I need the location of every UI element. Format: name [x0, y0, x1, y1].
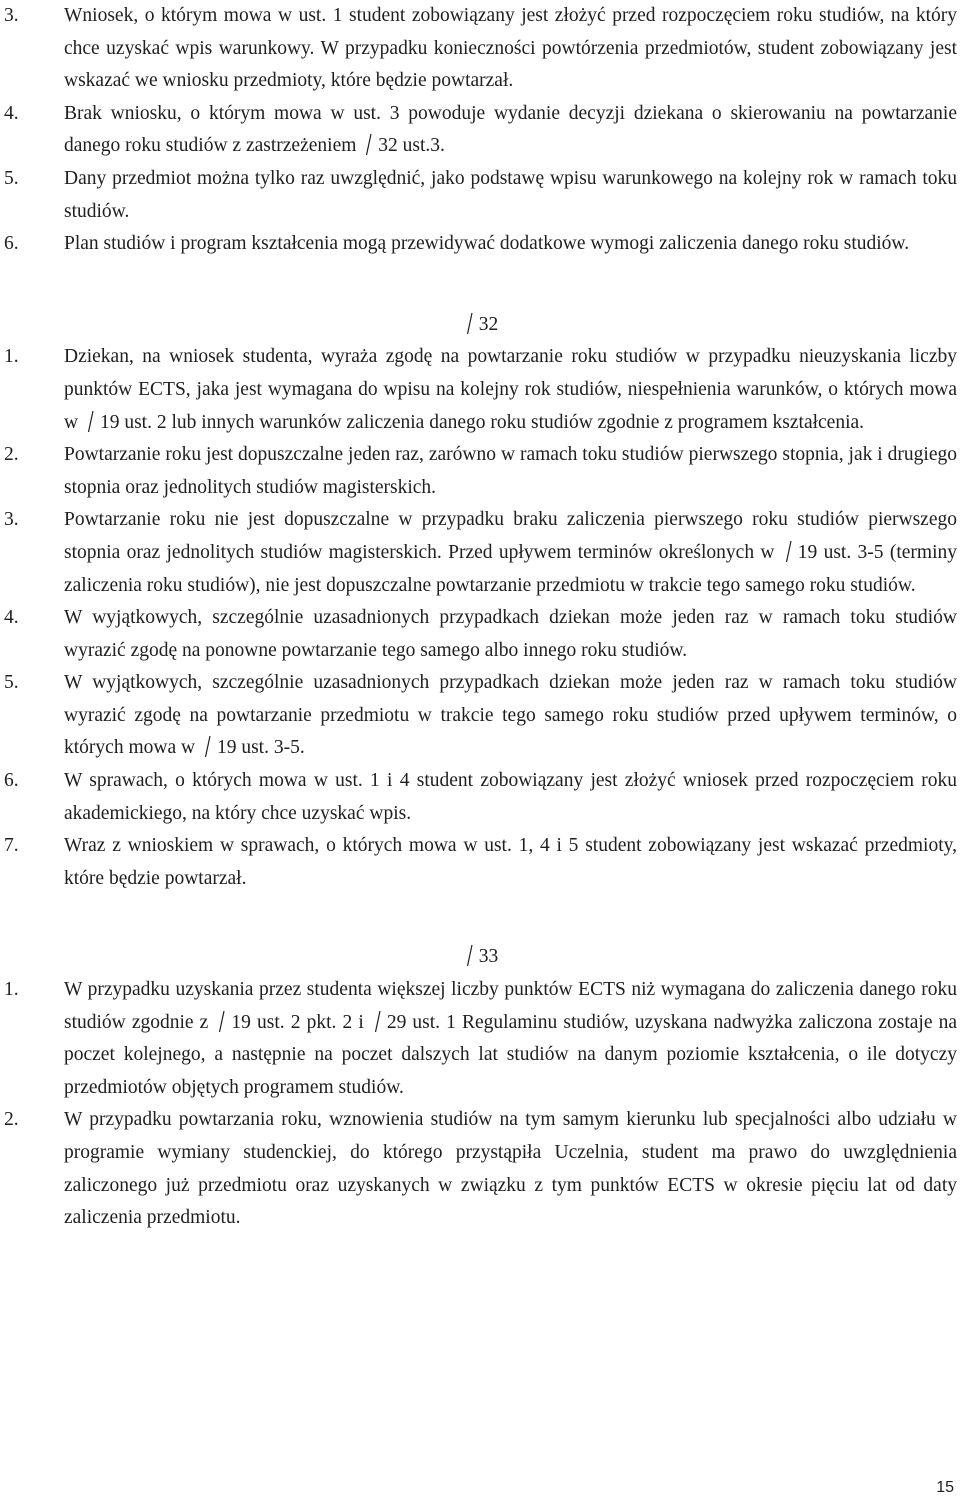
section-sign-icon — [87, 410, 94, 433]
item-number: 6. — [4, 233, 19, 255]
item-number: 1. — [4, 979, 19, 1001]
section-sign-icon — [785, 540, 792, 563]
item-number: 5. — [4, 167, 19, 189]
item-text: Plan studiów i program kształcenia mogą przewidywać dodatkowe wymogi zaliczenia danego roku studiów. — [64, 233, 910, 255]
section-heading-33 — [0, 941, 960, 974]
section-33-list — [0, 974, 960, 1235]
item-text: W przypadku uzyskania przez studenta większej liczby punktów ECTS niż wymagana do zaliczenia danego roku studiów zgodnie z — [64, 979, 957, 1033]
section-heading-32 — [0, 309, 960, 342]
section-32-list — [0, 341, 960, 895]
list-item — [0, 667, 957, 765]
item-number: 2. — [4, 444, 19, 466]
item-text: 29 ust. 1 Regulaminu studiów, uzyskana nadwyżka zaliczona zostaje na poczet kolejnego, a następnie na poczet dalszych lat studiów na danym poziomie kształcenia, o ile dotyczy przedmiotów objętych programem studiów. — [64, 1011, 957, 1098]
list-item — [0, 602, 957, 667]
list-item — [0, 504, 957, 602]
item-number: 3. — [4, 5, 19, 26]
paragraph-list-continued — [0, 0, 960, 261]
item-text: W wyjątkowych, szczególnie uzasadnionych przypadkach dziekan może jeden raz w ramach toku studiów wyrazić zgodę na ponowne powtarzanie tego samego albo innego roku studiów. — [64, 607, 957, 661]
section-sign-icon — [374, 1010, 381, 1033]
list-item — [0, 830, 957, 895]
page-number: 15 — [936, 1479, 954, 1497]
item-text: 19 ust. 2 lub innych warunków zaliczenia danego roku studiów zgodnie z programem kształcenia. — [99, 411, 865, 433]
item-number: 4. — [4, 102, 19, 124]
item-number: 3. — [4, 509, 19, 531]
list-item — [0, 163, 957, 228]
list-item — [0, 341, 957, 439]
item-text: 19 ust. 3-5 (terminy zaliczenia roku studiów), nie jest dopuszczalne powtarzanie przedmiotu w trakcie tego samego roku studiów. — [64, 541, 957, 596]
item-text: Powtarzanie roku jest dopuszczalne jeden raz, zarówno w ramach toku studiów pierwszego stopnia, jak i drugiego stopnia oraz jednolitych studiów magisterskich. — [64, 444, 957, 498]
section-sign-icon — [466, 312, 473, 335]
list-item — [0, 974, 957, 1104]
section-sign-icon — [204, 735, 211, 758]
list-item — [0, 98, 957, 163]
item-number: 4. — [4, 607, 19, 629]
item-text: Dziekan, na wniosek studenta, wyraża zgodę na powtarzanie roku studiów w przypadku nieuzyskania liczby punktów ECTS, jaka jest wymagana do wpisu na kolejny rok studiów, niespełnienia warunków, o których mowa w — [64, 346, 957, 433]
item-text: 32 ust.3. — [378, 135, 445, 157]
section-sign-icon — [218, 1010, 225, 1033]
item-number: 1. — [4, 346, 19, 368]
list-item — [0, 1104, 957, 1234]
item-text: Powtarzanie roku nie jest dopuszczalne w przypadku braku zaliczenia pierwszego roku studiów pierwszego stopnia oraz jednolitych studiów magisterskich. Przed upływem terminów określonych w — [64, 509, 957, 563]
item-number: 5. — [4, 672, 19, 694]
section-number: 32 — [478, 313, 499, 335]
section-sign-icon — [365, 133, 372, 156]
item-text: W wyjątkowych, szczególnie uzasadnionych przypadkach dziekan może jeden raz w ramach toku studiów wyrazić zgodę na powtarzanie przedmiotu w trakcie tego samego roku studiów przed upływem terminów, o których mowa w — [64, 672, 957, 759]
item-text: 19 ust. 3-5. — [216, 737, 305, 759]
item-text: Wniosek, o którym mowa w ust. 1 student zobowiązany jest złożyć przed rozpoczęciem roku studiów, na który chce uzyskać wpis warunkowy. W przypadku konieczności powtórzenia przedmiotów, student zobowiązany jest wskazać we wniosku przedmioty, które będzie powtarzał. — [64, 5, 957, 92]
section-number: 33 — [478, 946, 499, 968]
list-item — [0, 439, 957, 504]
item-text: Brak wniosku, o którym mowa w ust. 3 powoduje wydanie decyzji dziekana o skierowaniu na powtarzanie danego roku studiów z zastrzeżeniem — [64, 102, 957, 157]
list-item — [0, 765, 957, 830]
item-text: 19 ust. 2 pkt. 2 i — [231, 1011, 364, 1033]
item-number: 6. — [4, 770, 19, 792]
list-item — [0, 228, 957, 261]
item-text: W sprawach, o których mowa w ust. 1 i 4 student zobowiązany jest złożyć wniosek przed rozpoczęciem roku akademickiego, na który chce uzyskać wpis. — [64, 770, 957, 824]
item-number: 7. — [4, 835, 19, 857]
item-text: Wraz z wnioskiem w sprawach, o których mowa w ust. 1, 4 i 5 student zobowiązany jest wskazać przedmioty, które będzie powtarzał. — [64, 835, 957, 889]
section-sign-icon — [466, 944, 473, 967]
list-item — [0, 0, 957, 98]
item-text: Dany przedmiot można tylko raz uwzględnić, jako podstawę wpisu warunkowego na kolejny rok w ramach toku studiów. — [64, 167, 957, 222]
item-number: 2. — [4, 1109, 19, 1131]
item-text: W przypadku powtarzania roku, wznowienia studiów na tym samym kierunku lub specjalności albo udziału w programie wymiany studenckiej, do którego przystąpiła Uczelnia, student ma prawo do uwzględnienia zaliczonego już przedmiotu oraz uzyskanych w związku z tym punktów ECTS w okresie pięciu lat od daty zaliczenia przedmiotu. — [64, 1109, 957, 1229]
